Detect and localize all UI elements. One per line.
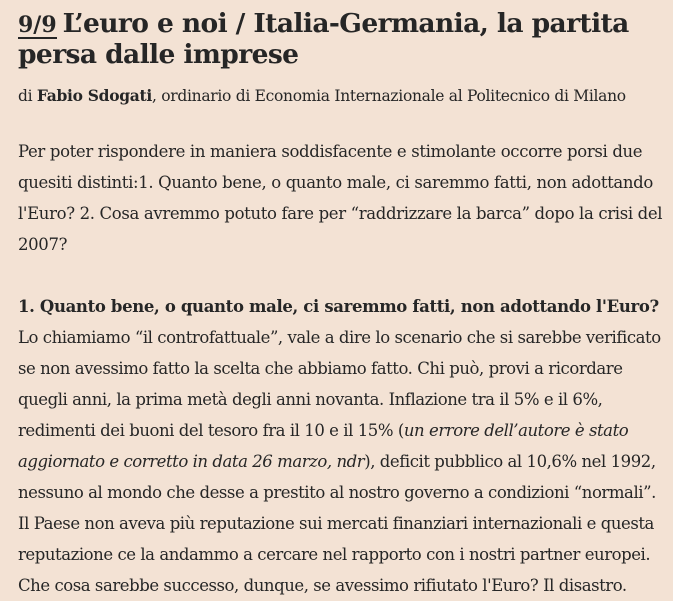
byline-prefix: di [18,87,37,105]
paragraph-text-start: Lo chiamiamo “il controfattuale”, vale a dire lo scenario che si sarebbe verificato se non avessimo fatto la scelta che abbiamo fatto. Chi può, provi a ricordare quegli anni, la prima metà degli anni novanta. Inflazione tra il 5% e il 6%, redimenti dei buoni del tesoro fra il 10 e il 15% ( [18,328,661,440]
section-paragraph [18,322,666,601]
paragraph-text-end: ), deficit pubblico al 10,6% nel 1992, nessuno al mondo che desse a prestito al nostro governo a condizioni “normali”. Il Paese non aveva più reputazione sui mercati finanziari internazionali e questa reputazione ce la andammo a cercare nel rapporto con i nostri partner europei. Che cosa sarebbe successo, dunque, se avessimo rifiutato l'Euro? Il disastro. [18,452,656,595]
author-role: , ordinario di Economia Internazionale al Politecnico di Milano [151,87,626,105]
section-heading: 1. Quanto bene, o quanto male, ci saremmo fatti, non adottando l'Euro? [18,297,659,316]
article-headline [18,8,666,70]
article-counter: 9/9 [18,12,57,38]
byline [18,86,666,106]
intro-paragraph: Per poter rispondere in maniera soddisfacente e stimolante occorre porsi due quesiti distinti:1. Quanto bene, o quanto male, ci saremmo fatti, non adottando l'Euro? 2. Cosa avremmo potuto fare per “raddrizzare la barca” dopo la crisi del 2007? [18,142,663,254]
article-title: L’euro e noi / Italia-Germania, la partita persa dalle imprese [18,8,629,70]
article [18,8,666,601]
editorial-note: un errore dell’autore è stato aggiornato e corretto in data 26 marzo, ndr [18,421,629,471]
author-name[interactable]: Fabio Sdogati [36,86,152,105]
